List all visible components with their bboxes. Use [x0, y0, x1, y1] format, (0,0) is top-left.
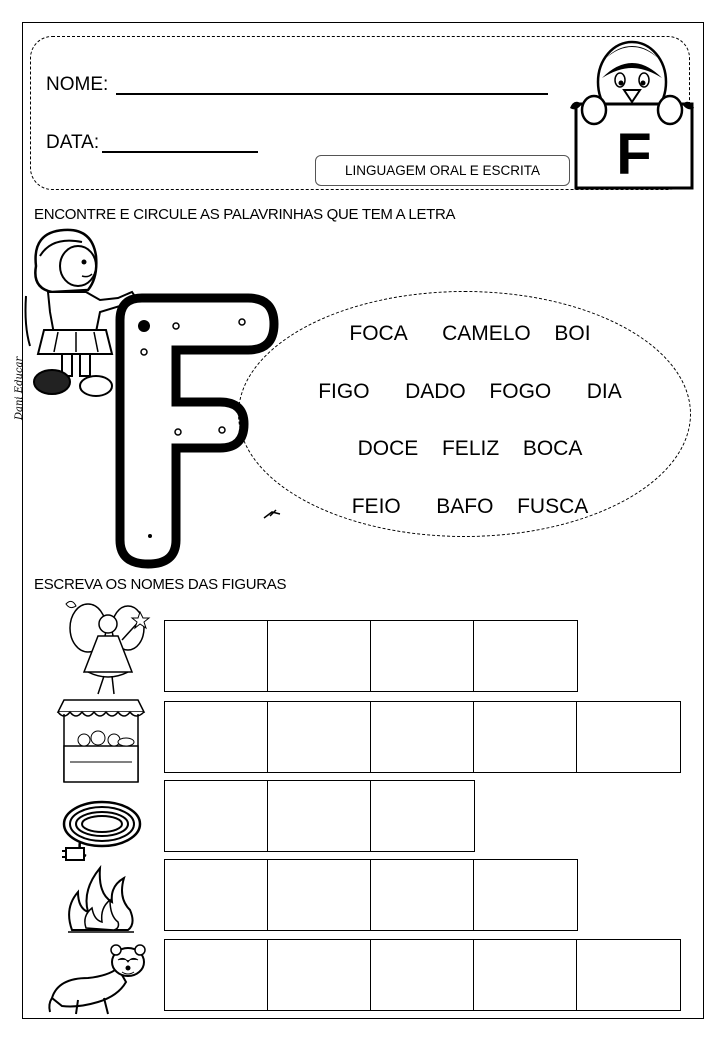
letter-grid-4 — [164, 859, 578, 931]
letter-box[interactable] — [268, 860, 371, 930]
name-field[interactable] — [116, 93, 548, 95]
letter-box[interactable] — [371, 621, 474, 691]
letter-grid-3 — [164, 780, 475, 852]
word-row-1: FOCA CAMELO BOI — [349, 322, 591, 345]
letter-box[interactable] — [268, 702, 371, 772]
fire-icon — [64, 864, 138, 936]
date-label: DATA: — [46, 132, 100, 153]
penguin-sign-icon — [566, 38, 700, 190]
letter-box[interactable] — [165, 781, 268, 851]
letter-grid-2 — [164, 701, 681, 773]
date-field[interactable] — [102, 151, 258, 153]
fairy-icon — [58, 598, 150, 698]
letter-grid-1 — [164, 620, 578, 692]
word-row-3: DOCE FELIZ BOCA — [357, 437, 583, 460]
name-label: NOME: — [46, 74, 109, 95]
letter-box[interactable] — [165, 621, 268, 691]
badge-letter: F — [616, 122, 652, 187]
letter-box[interactable] — [577, 940, 680, 1010]
letter-box[interactable] — [577, 702, 680, 772]
letter-box[interactable] — [371, 781, 474, 851]
letter-box[interactable] — [165, 940, 268, 1010]
letter-box[interactable] — [371, 940, 474, 1010]
word-row-2: FIGO DADO FOGO DIA — [318, 380, 622, 403]
letter-box[interactable] — [474, 860, 577, 930]
letter-box[interactable] — [268, 621, 371, 691]
ferret-icon — [48, 938, 148, 1016]
letter-box[interactable] — [268, 940, 371, 1010]
letter-box[interactable] — [165, 702, 268, 772]
letter-box[interactable] — [474, 702, 577, 772]
letter-box[interactable] — [371, 860, 474, 930]
instruction-2: ESCREVA OS NOMES DAS FIGURAS — [34, 576, 287, 593]
letter-box[interactable] — [474, 940, 577, 1010]
instruction-1: ENCONTRE E CIRCULE AS PALAVRINHAS QUE TEM A LETRA — [34, 206, 456, 223]
market-stall-icon — [54, 700, 148, 784]
letter-box[interactable] — [371, 702, 474, 772]
word-row-4: FEIO BAFO FUSCA — [351, 495, 589, 518]
letter-box[interactable] — [165, 860, 268, 930]
subject-badge: LINGUAGEM ORAL E ESCRITA — [315, 155, 570, 186]
letter-box[interactable] — [474, 621, 577, 691]
wire-coil-icon — [60, 794, 146, 864]
letter-grid-5 — [164, 939, 681, 1011]
letter-box[interactable] — [268, 781, 371, 851]
small-mark-icon — [262, 508, 282, 522]
credit-signature: Dani Educar — [14, 356, 25, 420]
